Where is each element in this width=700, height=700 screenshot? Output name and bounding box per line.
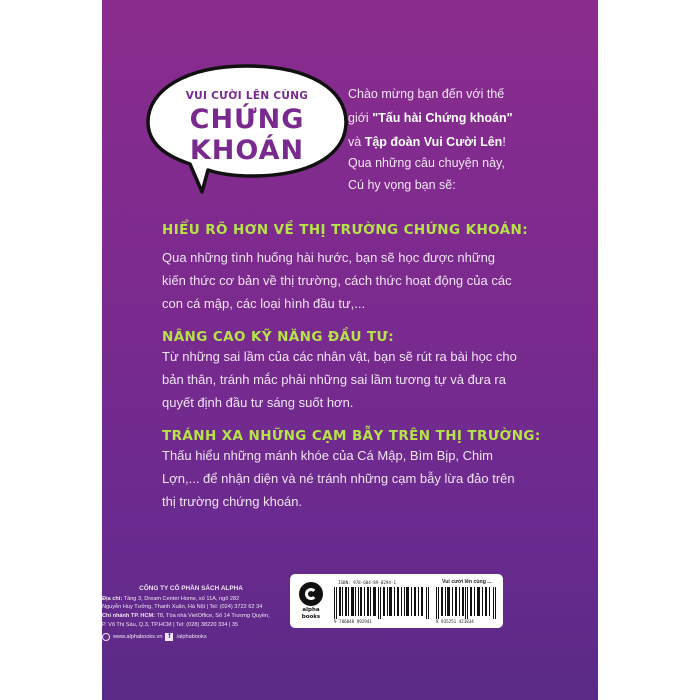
section-body [162, 345, 582, 414]
section-line: kiến thức cơ bản về thị trường, cách thức hoạt động của các [162, 273, 512, 288]
address-line-2: Nguyễn Huy Tưởng, Thanh Xuân, Hà Nội | Tel: (024) 3722 62 34 [102, 604, 263, 611]
publisher-branch [102, 612, 280, 621]
section-body [162, 246, 582, 315]
intro-series-title: "Tấu hài Chứng khoán" [372, 111, 513, 125]
intro-line-3 [348, 130, 578, 154]
intro-group-name: Tập đoàn Vui Cười Lên [364, 135, 503, 149]
intro-paragraph-2 [348, 152, 578, 196]
publisher-name: CÔNG TY CỔ PHẦN SÁCH ALPHA [139, 585, 243, 592]
barcode-number-2: 8 935251 421834 [436, 619, 474, 624]
barcode-panel [290, 574, 503, 628]
intro2-line-2: Cú hy vọng bạn sẽ: [348, 178, 456, 192]
facebook-icon: f [165, 633, 173, 641]
section-line: bản thân, tránh mắc phải những sai lầm tương tự và đưa ra [162, 372, 506, 387]
bubble-title-line-2: KHOÁN [189, 135, 305, 166]
publisher-web [102, 633, 280, 642]
bubble-small-text: VUI CƯỜI LÊN CÙNG [185, 90, 309, 102]
price-barcode [436, 587, 498, 619]
facebook-link[interactable]: /alphabooks [176, 633, 207, 640]
branch-label: Chi nhánh TP. HCM: [102, 613, 156, 620]
speech-bubble [142, 60, 352, 195]
branch-line-2: P. Võ Thị Sáu, Q.3, TP.HCM | Tel: (028) 38220 334 | 35 [102, 621, 239, 628]
alpha-books-logo [296, 582, 326, 620]
logo-text-line-1: alpha [302, 607, 320, 613]
intro-text: giới [348, 111, 373, 125]
address-label: Địa chỉ: [102, 595, 123, 602]
section-line: con cá mập, các loại hình đầu tư,... [162, 296, 366, 311]
section-body [162, 444, 582, 513]
section-line: Lợn,... để nhận diện và né tránh những cạm bẫy lừa đảo trên [162, 471, 515, 486]
section-heading: HIỂU RÕ HƠN VỀ THỊ TRƯỜNG CHỨNG KHOÁN: [162, 222, 529, 238]
section-heading: TRÁNH XA NHỮNG CẠM BẪY TRÊN THỊ TRƯỜNG: [162, 428, 541, 444]
section-line: quyết định đầu tư sáng suốt hơn. [162, 395, 354, 410]
section-line: Thấu hiểu những mánh khóe của Cá Mập, Bìm Bịp, Chim [162, 448, 493, 463]
logo-text-line-2: books [301, 614, 321, 620]
publisher-address [102, 595, 280, 604]
bubble-title-line-1: CHỨNG [189, 104, 305, 135]
website-link[interactable]: www.alphabooks.vn [113, 633, 163, 640]
section-line: Qua những tình huống hài hước, bạn sẽ học được những [162, 250, 496, 265]
section-heading: NÂNG CAO KỸ NĂNG ĐẦU TƯ: [162, 329, 395, 345]
barcode-title: Vui cười lên cùng ... [442, 579, 492, 585]
globe-icon [102, 633, 110, 641]
intro-text: ! [502, 135, 506, 149]
intro-line-2 [348, 106, 578, 130]
isbn-barcode [334, 587, 430, 619]
section-line: Từ những sai lầm của các nhân vật, bạn sẽ rút ra bài học cho [162, 349, 517, 364]
intro-line-1: Chào mừng bạn đến với thế [348, 87, 505, 101]
isbn-text: ISBN: 978-604-89-0294-1 [338, 580, 396, 585]
address-line-1: Tầng 3, Dream Center Home, số 11A, ngõ 282 [123, 595, 240, 602]
alpha-logo-icon [299, 582, 323, 606]
intro-paragraph [348, 82, 578, 154]
publisher-info [102, 585, 280, 641]
intro2-line-1: Qua những câu chuyện này, [348, 156, 505, 170]
barcode-number-1: 9 786048 992941 [334, 619, 372, 624]
intro-text: và [348, 135, 365, 149]
branch-line-1: T8, Tòa nhà VietOffice, Số 14 Trương Quyền, [156, 613, 270, 620]
section-line: thị trường chứng khoán. [162, 494, 303, 509]
